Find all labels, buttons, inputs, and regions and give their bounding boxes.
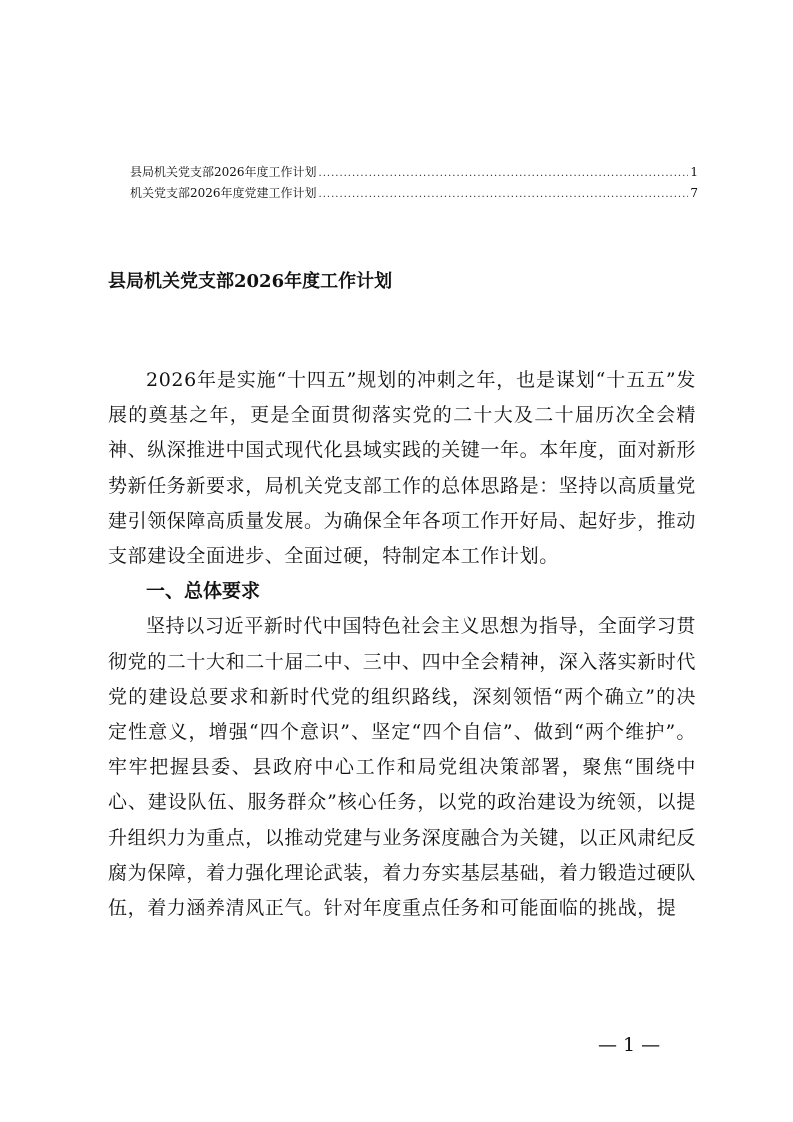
table-of-contents xyxy=(130,162,698,204)
toc-entry-title: 机关党支部2026年度党建工作计划 xyxy=(130,186,317,200)
toc-leader-dots xyxy=(319,184,689,205)
document-title: 县局机关党支部2026年度工作计划 xyxy=(108,271,393,292)
toc-leader-dots xyxy=(319,163,689,184)
body-paragraph: 坚持以习近平新时代中国特色社会主义思想为指导，全面学习贯彻党的二十大和二十届二中、三中、四中全会精神，深入落实新时代党的建设总要求和新时代党的组织路线，深刻领悟“两个确立”的决定性意义，增强“四个意识”、坚定“四个自信”、做到“两个维护”。牢牢把握县委、县政府中心工作和局党组决策部署，聚焦“围绕中心、建设队伍、服务群众”核心任务，以党的政治建设为统领，以提升组织力为重点，以推动党建与业务深度融合为关键，以正风肃纪反腐为保障，着力强化理论武装，着力夯实基层基础，着力锻造过硬队伍，着力涵养清风正气。针对年度重点任务和可能面临的挑战，提 xyxy=(108,615,697,920)
document-body xyxy=(108,363,696,926)
intro-paragraph: 2026年是实施“十四五”规划的冲刺之年，也是谋划“十五五”发展的奠基之年，更是全面贯彻落实党的二十大及二十届历次全会精神、纵深推进中国式现代化县域实践的关键一年。本年度，面对新形势新任务新要求，局机关党支部工作的总体思路是：坚持以高质量党建引领保障高质量发展。为确保全年各项工作开好局、起好步，推动支部建设全面进步、全面过硬，特制定本工作计划。 xyxy=(108,369,697,568)
toc-entry-title: 县局机关党支部2026年度工作计划 xyxy=(130,165,317,179)
toc-entry-page: 1 xyxy=(690,165,698,179)
toc-entry-page: 7 xyxy=(690,186,698,200)
section-heading: 一、总体要求 xyxy=(146,580,261,603)
toc-entry[interactable] xyxy=(130,183,698,204)
toc-entry[interactable] xyxy=(130,162,698,183)
page-number: — 1 — xyxy=(598,1034,661,1056)
